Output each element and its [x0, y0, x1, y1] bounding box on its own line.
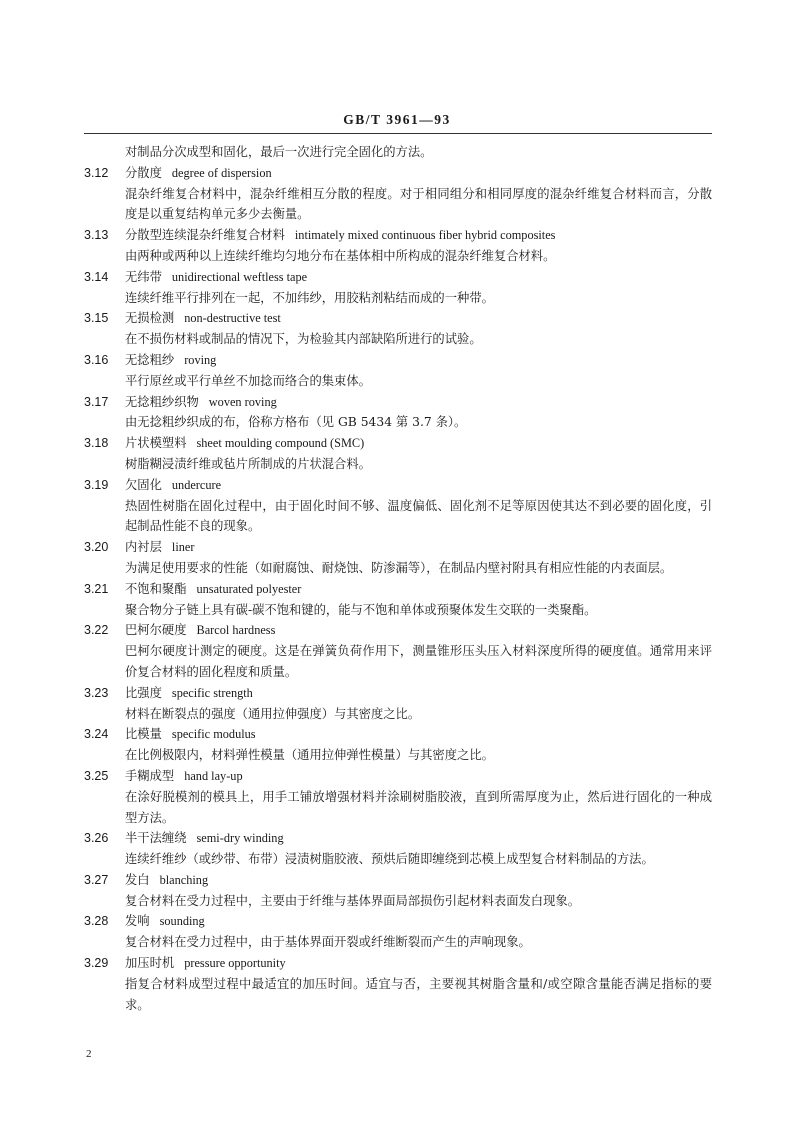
term-heading	[84, 953, 712, 974]
term-definition: 树脂糊浸渍纤维或毡片所制成的片状混合料。	[125, 456, 371, 471]
term-definition: 复合材料在受力过程中，主要由于纤维与基体界面局部损伤引起材料表面发白现象。	[125, 893, 580, 908]
term-names	[125, 766, 243, 787]
term-entry	[84, 579, 712, 621]
term-heading	[84, 392, 712, 413]
term-entry	[84, 163, 712, 225]
term-number: 3.27	[84, 872, 109, 887]
term-number: 3.19	[84, 477, 109, 492]
term-english-name: unidirectional weftless tape	[171, 269, 308, 284]
term-entry	[84, 267, 712, 309]
term-names	[125, 392, 277, 413]
document-body	[84, 142, 712, 1015]
term-names	[125, 308, 281, 329]
term-heading	[84, 475, 712, 496]
term-names	[125, 537, 194, 558]
term-english-name: blanching	[159, 872, 209, 887]
term-entry	[84, 766, 712, 828]
term-entry	[84, 870, 712, 912]
term-chinese-name: 无纬带	[125, 269, 162, 284]
term-definition: 在不损伤材料或制品的情况下，为检验其内部缺陷所进行的试验。	[125, 332, 482, 347]
term-english-name: undercure	[171, 477, 222, 492]
term-definition: 连续纤维平行排列在一起，不加纬纱，用胶粘剂粘结而成的一种带。	[125, 290, 494, 305]
term-chinese-name: 巴柯尔硬度	[125, 623, 187, 638]
term-names	[125, 350, 216, 371]
term-entry	[84, 724, 712, 766]
term-number: 3.13	[84, 228, 109, 243]
term-names	[125, 828, 284, 849]
term-entry	[84, 433, 712, 475]
term-definition: 材料在断裂点的强度（通用拉伸强度）与其密度之比。	[125, 706, 421, 721]
lead-paragraph: 对制品分次成型和固化，最后一次进行完全固化的方法。	[125, 145, 433, 159]
term-chinese-name: 比模量	[125, 727, 162, 742]
term-entry	[84, 537, 712, 579]
standard-code-header: GB/T 3961—93	[343, 112, 451, 127]
term-number: 3.16	[84, 352, 109, 367]
term-heading	[84, 870, 712, 891]
term-entries	[84, 163, 712, 1016]
term-names	[125, 579, 301, 600]
term-definition: 由无捻粗纱织成的布，俗称方格布（见 GB 5434 第 3.7 条）。	[125, 415, 467, 430]
term-heading	[84, 225, 712, 246]
term-english-name: sheet moulding compound (SMC)	[196, 436, 365, 451]
term-chinese-name: 欠固化	[125, 477, 162, 492]
term-definition: 混杂纤维复合材料中，混杂纤维相互分散的程度。对于相同组分和相同厚度的混杂纤维复合材料而言，分散度是以重复结构单元多少去衡量。	[125, 186, 712, 222]
term-heading	[84, 537, 712, 558]
term-english-name: hand lay-up	[184, 768, 243, 783]
term-definition: 为满足使用要求的性能（如耐腐蚀、耐烧蚀、防渗漏等），在制品内壁衬附具有相应性能的内表面层。	[125, 560, 673, 575]
term-number: 3.14	[84, 269, 109, 284]
term-chinese-name: 无捻粗纱织物	[125, 394, 199, 409]
term-english-name: Barcol hardness	[196, 623, 276, 638]
term-chinese-name: 片状模塑料	[125, 436, 187, 451]
term-chinese-name: 比强度	[125, 685, 162, 700]
term-english-name: semi-dry winding	[196, 831, 284, 846]
term-heading	[84, 350, 712, 371]
term-names	[125, 267, 307, 288]
term-definition: 在比例极限内，材料弹性模量（通用拉伸弹性模量）与其密度之比。	[125, 748, 494, 763]
term-heading	[84, 620, 712, 641]
page-number: 2	[86, 1048, 92, 1060]
term-english-name: non-destructive test	[184, 311, 281, 326]
term-chinese-name: 无捻粗纱	[125, 352, 175, 367]
term-english-name: specific modulus	[171, 727, 256, 742]
term-english-name: roving	[184, 352, 217, 367]
term-number: 3.26	[84, 831, 109, 846]
term-entry	[84, 953, 712, 1015]
term-definition: 巴柯尔硬度计测定的硬度。这是在弹簧负荷作用下，测量锥形压头压入材料深度所得的硬度值。通常用来评价复合材料的固化程度和质量。	[125, 644, 712, 679]
term-names	[125, 870, 208, 891]
term-number: 3.15	[84, 311, 109, 326]
term-chinese-name: 半干法缠绕	[125, 831, 187, 846]
term-english-name: liner	[171, 540, 195, 555]
term-names	[125, 163, 272, 184]
term-heading	[84, 683, 712, 704]
term-definition: 热固性树脂在固化过程中，由于固化时间不够、温度偏低、固化剂不足等原因使其达不到必要的固化度，引起制品性能不良的现象。	[125, 498, 712, 534]
term-english-name: intimately mixed continuous fiber hybrid composites	[294, 228, 556, 243]
term-entry	[84, 350, 712, 392]
term-number: 3.24	[84, 727, 109, 742]
term-chinese-name: 手糊成型	[125, 768, 175, 783]
term-heading	[84, 828, 712, 849]
term-number: 3.20	[84, 540, 109, 555]
term-definition: 聚合物分子链上具有碳-碳不饱和键的，能与不饱和单体或预聚体发生交联的一类聚酯。	[125, 602, 597, 617]
term-names	[125, 433, 364, 454]
term-definition: 指复合材料成型过程中最适宜的加压时间。适宜与否，主要视其树脂含量和/或空隙含量能否满足指标的要求。	[125, 976, 712, 1012]
term-english-name: pressure opportunity	[184, 956, 286, 971]
term-chinese-name: 发响	[125, 914, 150, 929]
term-number: 3.12	[84, 165, 109, 180]
term-number: 3.21	[84, 581, 109, 596]
term-names	[125, 724, 256, 745]
term-chinese-name: 分散度	[125, 165, 162, 180]
term-heading	[84, 766, 712, 787]
term-definition: 由两种或两种以上连续纤维均匀地分布在基体相中所构成的混杂纤维复合材料。	[125, 248, 556, 263]
term-definition: 在涂好脱模剂的模具上，用手工铺放增强材料并涂刷树脂胶液，直到所需厚度为止，然后进行固化的一种成型方法。	[125, 789, 712, 825]
term-names	[125, 953, 286, 974]
term-heading	[84, 911, 712, 932]
term-entry	[84, 308, 712, 350]
term-number: 3.25	[84, 768, 109, 783]
term-english-name: woven roving	[208, 394, 277, 409]
term-entry	[84, 475, 712, 537]
term-heading	[84, 267, 712, 288]
term-number: 3.18	[84, 436, 109, 451]
term-number: 3.23	[84, 685, 109, 700]
term-number: 3.17	[84, 394, 109, 409]
term-chinese-name: 加压时机	[125, 956, 175, 971]
term-number: 3.29	[84, 956, 109, 971]
term-english-name: specific strength	[171, 685, 253, 700]
term-names	[125, 620, 275, 641]
term-chinese-name: 内衬层	[125, 540, 162, 555]
term-names	[125, 911, 205, 932]
term-english-name: sounding	[159, 914, 205, 929]
header-divider	[84, 133, 712, 134]
term-english-name: unsaturated polyester	[196, 581, 302, 596]
term-heading	[84, 579, 712, 600]
term-definition: 平行原丝或平行单丝不加捻而络合的集束体。	[125, 373, 371, 388]
term-definition: 连续纤维纱（或纱带、布带）浸渍树脂胶液、预烘后随即缠绕到芯模上成型复合材料制品的方法。	[125, 852, 654, 867]
term-chinese-name: 发白	[125, 872, 150, 887]
term-heading	[84, 433, 712, 454]
term-number: 3.28	[84, 914, 109, 929]
term-entry	[84, 683, 712, 725]
term-names	[125, 475, 221, 496]
term-entry	[84, 392, 712, 434]
term-chinese-name: 分散型连续混杂纤维复合材料	[125, 228, 285, 243]
term-heading	[84, 308, 712, 329]
term-entry	[84, 828, 712, 870]
term-number: 3.22	[84, 623, 109, 638]
term-english-name: degree of dispersion	[171, 165, 272, 180]
term-heading	[84, 163, 712, 184]
term-chinese-name: 不饱和聚酯	[125, 581, 187, 596]
term-entry	[84, 225, 712, 267]
term-entry	[84, 911, 712, 953]
term-names	[125, 225, 555, 246]
term-names	[125, 683, 253, 704]
term-entry	[84, 620, 712, 682]
term-definition: 复合材料在受力过程中，由于基体界面开裂或纤维断裂而产生的声响现象。	[125, 935, 531, 950]
term-chinese-name: 无损检测	[125, 311, 175, 326]
term-heading	[84, 724, 712, 745]
